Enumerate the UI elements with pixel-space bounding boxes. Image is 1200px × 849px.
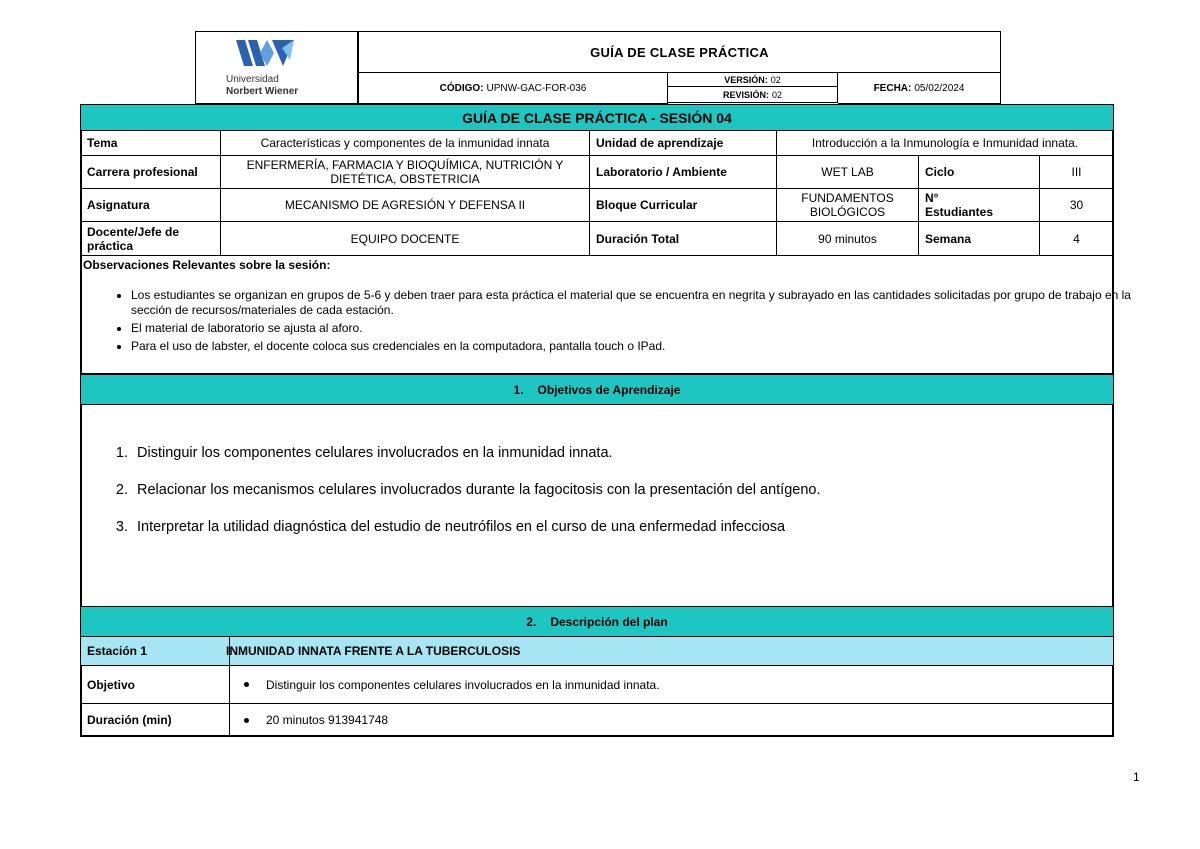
observacion-item: • El material de laboratorio se ajusta al aforo. bbox=[131, 321, 1131, 336]
duracion-label: Duración Total bbox=[590, 222, 777, 256]
semana-value: 4 bbox=[1040, 222, 1114, 256]
codigo-value: UPNW-GAC-FOR-036 bbox=[486, 82, 587, 94]
estacion-value: INMUNIDAD INNATA FRENTE A LA TUBERCULOSIS bbox=[226, 644, 521, 658]
estacion-label: Estación 1 bbox=[81, 637, 230, 665]
university-logo bbox=[195, 31, 358, 104]
objetivo-label: Objetivo bbox=[81, 666, 230, 703]
duracion-min-value: 20 minutos 913941748 bbox=[266, 713, 389, 727]
carrera-value: ENFERMERÍA, FARMACIA Y BIOQUÍMICA, NUTRICIÓN Y DIETÉTICA, OBSTETRICIA bbox=[221, 156, 590, 189]
fecha-cell bbox=[838, 73, 1001, 104]
observaciones-title: Observaciones Relevantes sobre la sesión: bbox=[83, 258, 331, 272]
objetivo-cell bbox=[224, 666, 1113, 703]
bloque-value: FUNDAMENTOS BIOLÓGICOS bbox=[777, 189, 919, 222]
version-label: VERSIÓN: bbox=[724, 74, 768, 85]
objetivo-item: 2. Relacionar los mecanismos celulares involucrados durante la fagocitosis con la presentación del antígeno. bbox=[132, 482, 821, 498]
bullet-icon bbox=[244, 682, 249, 687]
logo-line1: Universidad bbox=[226, 74, 279, 85]
semana-label: Semana bbox=[919, 222, 1040, 256]
estacion-row bbox=[80, 637, 1114, 666]
duracion-value: 90 minutos bbox=[777, 222, 919, 256]
observacion-item: • Para el uso de labster, el docente coloca sus credenciales en la computadora, pantalla touch o IPad. bbox=[131, 339, 1131, 354]
lab-label: Laboratorio / Ambiente bbox=[590, 156, 777, 189]
lab-value: WET LAB bbox=[777, 156, 919, 189]
unidad-label: Unidad de aprendizaje bbox=[590, 131, 777, 156]
section2-title: Descripción del plan bbox=[550, 614, 668, 629]
unidad-value: Introducción a la Inmunología e Inmunidad innata. bbox=[777, 131, 1114, 156]
asignatura-label: Asignatura bbox=[80, 189, 221, 222]
section1-title: Objetivos de Aprendizaje bbox=[537, 382, 681, 397]
objetivo-value: Distinguir los componentes celulares involucrados en la inmunidad innata. bbox=[266, 677, 660, 692]
objetivos-section bbox=[80, 405, 1114, 607]
bloque-label: Bloque Curricular bbox=[590, 189, 777, 222]
revision-label: REVISIÓN: bbox=[722, 89, 769, 100]
docente-label: Docente/Jefe de práctica bbox=[80, 222, 221, 256]
logo-line2: Norbert Wiener bbox=[226, 86, 299, 97]
fecha-label: FECHA: bbox=[873, 82, 912, 94]
section1-number: 1. bbox=[513, 382, 524, 397]
tema-label: Tema bbox=[80, 131, 221, 156]
codigo-label: CÓDIGO: bbox=[439, 82, 484, 94]
codigo-cell bbox=[358, 73, 668, 104]
ciclo-label: Ciclo bbox=[919, 156, 1040, 189]
revision-value: 02 bbox=[772, 89, 783, 100]
bullet-icon bbox=[244, 718, 249, 723]
observacion-item: • Los estudiantes se organizan en grupos de 5-6 y deben traer para esta práctica el material que se encuentra en negrita y subrayado en las cantidades solicitadas por grupo de trabajo en la sección de recursos/materiales de cada estación. bbox=[131, 288, 1131, 318]
session-title: GUÍA DE CLASE PRÁCTICA - SESIÓN 04 bbox=[80, 104, 1114, 131]
page-number: 1 bbox=[1133, 770, 1140, 784]
section2-header bbox=[80, 606, 1114, 637]
logo-mark-icon bbox=[236, 38, 298, 68]
objetivo-item: 3. Interpretar la utilidad diagnóstica del estudio de neutrófilos en el curso de una enfermedad infecciosa bbox=[132, 519, 821, 535]
estudiantes-label: N° Estudiantes bbox=[919, 189, 1040, 222]
fecha-value: 05/02/2024 bbox=[914, 82, 965, 94]
objetivo-row bbox=[80, 666, 1114, 704]
observaciones-section bbox=[80, 256, 1131, 374]
docente-value: EQUIPO DOCENTE bbox=[221, 222, 590, 256]
duracion-row bbox=[80, 704, 1114, 737]
objetivo-item: 1. Distinguir los componentes celulares involucrados en la inmunidad innata. bbox=[132, 445, 821, 461]
section2-number: 2. bbox=[526, 614, 537, 629]
observaciones-list bbox=[81, 288, 1131, 357]
duracion-cell bbox=[224, 704, 1113, 736]
objetivos-list bbox=[81, 445, 821, 556]
revision-cell bbox=[668, 87, 838, 103]
tema-value: Características y componentes de la inmunidad innata bbox=[221, 131, 590, 156]
ciclo-value: III bbox=[1040, 156, 1114, 189]
estudiantes-value: 30 bbox=[1040, 189, 1114, 222]
version-value: 02 bbox=[770, 74, 781, 85]
duracion-min-label: Duración (min) bbox=[81, 704, 230, 736]
version-cell bbox=[668, 73, 838, 87]
carrera-label: Carrera profesional bbox=[80, 156, 221, 189]
document-title: GUÍA DE CLASE PRÁCTICA bbox=[358, 31, 1001, 73]
section1-header bbox=[80, 374, 1114, 405]
asignatura-value: MECANISMO DE AGRESIÓN Y DEFENSA II bbox=[221, 189, 590, 222]
